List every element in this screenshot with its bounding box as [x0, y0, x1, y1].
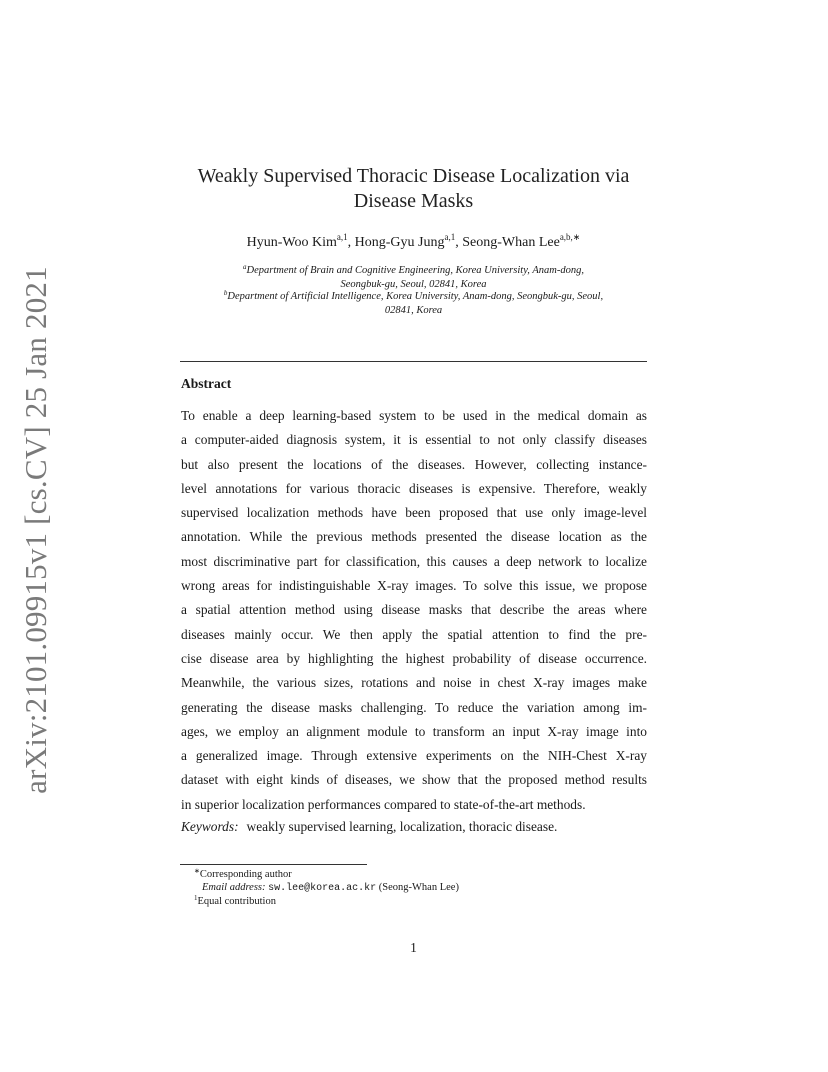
- author-name: Seong-Whan Lee: [462, 235, 560, 250]
- keywords-text: weakly supervised learning, localization, thoracic disease.: [246, 819, 558, 834]
- abstract-line: Meanwhile, the various sizes, rotations and noise in chest X-ray images make: [181, 675, 647, 691]
- affiliation-a-line-1: [180, 264, 647, 278]
- author-name: Hyun-Woo Kim: [246, 235, 337, 250]
- affiliation-marker: b: [223, 289, 228, 297]
- abstract-line: wrong areas for indistinguishable X-ray images. To solve this issue, we propose: [181, 578, 647, 594]
- footnote-text: Corresponding author: [199, 869, 292, 880]
- footnote-equal-contribution: [194, 895, 459, 908]
- email-label: Email address:: [202, 882, 266, 893]
- abstract-line: most discriminative part for classification, this causes a deep network to localize: [181, 553, 647, 569]
- abstract-line: but also present the locations of the diseases. However, collecting instance-: [181, 456, 647, 472]
- abstract-line: in superior localization performances compared to state-of-the-art methods.: [181, 796, 586, 812]
- footnote-corresponding: [194, 868, 459, 881]
- affiliation-b-line-1: [180, 290, 647, 304]
- author-name: Hong-Gyu Jung: [354, 235, 445, 250]
- affiliation-a: [180, 264, 647, 291]
- abstract-line: ages, we employ an alignment module to transform an input X-ray image into: [181, 723, 647, 739]
- abstract-line: supervised localization methods have been proposed that use only image-level: [181, 505, 647, 521]
- author-affiliation-marker: a,1: [444, 232, 456, 242]
- abstract-line: level annotations for various thoracic diseases is expensive. Therefore, weakly: [181, 480, 647, 496]
- affiliation-a-line-2: Seongbuk-gu, Seoul, 02841, Korea: [340, 278, 487, 290]
- keywords-label: Keywords:: [181, 819, 239, 834]
- author-affiliation-marker: a,b,∗: [559, 232, 581, 242]
- keywords: [181, 819, 557, 835]
- footnote-text: Equal contribution: [197, 896, 276, 907]
- footnote-marker: ∗: [194, 867, 200, 875]
- email-owner: (Seong-Whan Lee): [378, 882, 459, 893]
- abstract-line: annotation. While the previous methods presented the disease location as the: [181, 529, 647, 545]
- abstract-line: a generalized image. Through extensive experiments on the NIH-Chest X-ray: [181, 748, 647, 764]
- abstract-line: To enable a deep learning-based system to be used in the medical domain as: [181, 408, 647, 423]
- author-separator: ,: [347, 235, 355, 250]
- abstract-line: dataset with eight kinds of diseases, we show that the proposed method results: [181, 772, 647, 788]
- header-divider: [180, 361, 647, 362]
- abstract-line: cise disease area by highlighting the highest probability of disease occurrence.: [181, 650, 647, 666]
- page-number: 1: [410, 940, 417, 955]
- affiliation-marker: a: [243, 263, 247, 271]
- arxiv-identifier-stamp: arXiv:2101.09915v1 [cs.CV] 25 Jan 2021: [18, 266, 53, 794]
- abstract-line: a spatial attention method using disease masks that describe the areas where: [181, 602, 647, 618]
- footnotes: [194, 868, 459, 908]
- author-affiliation-marker: a,1: [336, 232, 348, 242]
- abstract-line: a computer-aided diagnosis system, it is essential to not only classify diseases: [181, 432, 647, 448]
- paper-title-line-2: Disease Masks: [353, 190, 474, 212]
- affiliation-text: Department of Artificial Intelligence, Korea University, Anam-dong, Seongbuk-gu, Seoul,: [227, 291, 604, 302]
- author-separator: ,: [455, 235, 463, 250]
- affiliation-b-line-2: 02841, Korea: [384, 304, 443, 316]
- abstract-body: [181, 404, 647, 817]
- paper-title: [180, 164, 647, 214]
- abstract-line: diseases mainly occur. We then apply the spatial attention to find the pre-: [181, 626, 647, 642]
- footnote-divider: [180, 864, 367, 865]
- affiliation-b: [180, 290, 647, 317]
- paper-title-line-1: Weakly Supervised Thoracic Disease Localization via: [197, 165, 630, 187]
- footnote-marker: 1: [194, 894, 198, 902]
- abstract-line: generating the disease masks challenging. To reduce the variation among im-: [181, 699, 647, 715]
- email-link[interactable]: sw.lee@korea.ac.kr: [268, 883, 377, 894]
- affiliation-text: Department of Brain and Cognitive Engineering, Korea University, Anam-dong,: [246, 265, 584, 276]
- abstract-heading: Abstract: [181, 376, 232, 391]
- footnote-email: [194, 881, 459, 895]
- author-list: [180, 234, 647, 252]
